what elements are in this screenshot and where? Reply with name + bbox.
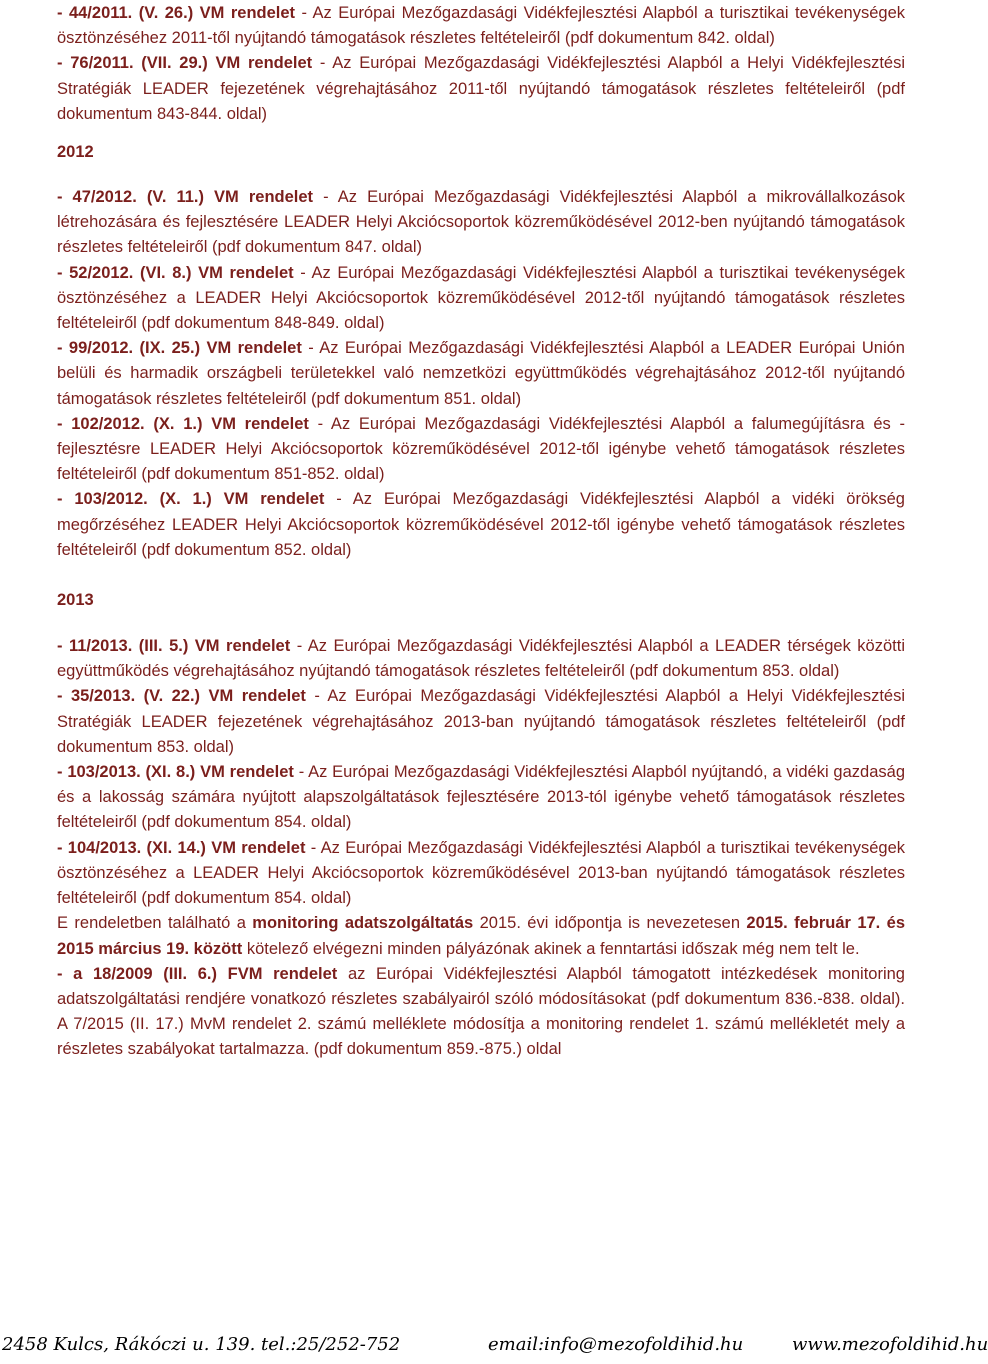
regulation-number: - 103/2012. (X. 1.) VM rendelet: [57, 490, 325, 509]
regulation-number: - 52/2012. (VI. 8.) VM rendelet: [57, 263, 294, 282]
regulation-description: - Az Európai Mezőgazdasági Vidékfejlesztési Alapból a vidéki örökség megőrzéséhez LEADER Helyi Akciócsoportok közreműködésével 2012-től igénybe vehető támogatások részletes feltételeiről (pdf dokumentum 852. oldal): [57, 490, 905, 559]
footer-address: 2458 Kulcs, Rákóczi u. 139. tel.:25/252-752: [2, 1334, 401, 1355]
regulation-number: - 102/2012. (X. 1.) VM rendelet: [57, 414, 309, 433]
regulation-description: - Az Európai Mezőgazdasági Vidékfejlesztési Alapból nyújtandó, a vidéki gazdaság és a lakosság számára nyújtott alapszolgáltatások fejlesztésére 2013-tól igénybe vehető támogatások részletes feltételeiről (pdf dokumentum 854. oldal): [57, 763, 905, 832]
regulation-number: - 76/2011. (VII. 29.) VM rendelet: [57, 54, 313, 73]
monitoring-note-text: E rendeletben található a: [57, 914, 253, 933]
monitoring-note-text: 2015. évi időpontja is nevezetesen: [473, 914, 747, 933]
regulation-entry: [57, 336, 905, 412]
regulation-description: - Az Európai Mezőgazdasági Vidékfejlesztési Alapból a turisztikai tevékenységek ösztönzéséhez a LEADER Helyi Akciócsoportok közreműködésével 2012-től nyújtandó támogatások részletes feltételeiről (pdf dokumentum 848-849. oldal): [57, 263, 905, 333]
year-heading-2013: 2013: [57, 591, 94, 610]
regulation-description: - Az Európai Mezőgazdasági Vidékfejlesztési Alapból a Helyi Vidékfejlesztési Stratégiák LEADER fejezetének végrehajtásához 2011-től nyújtandó támogatások részletes feltételeiről (pdf dokumentum 843-844. oldal): [57, 54, 905, 123]
regulation-entry: [57, 684, 905, 760]
regulation-entry: [57, 487, 905, 563]
regulation-number: - 103/2013. (XI. 8.) VM rendelet: [57, 763, 294, 782]
regulation-entry: [57, 261, 905, 337]
regulation-description: az Európai Vidékfejlesztési Alapból támogatott intézkedések monitoring adatszolgáltatási rendjére vonatkozó részletes szabályairól szóló módosításokat (pdf dokumentum 836.-838. oldal). A 7/2015 (II. 17.) MvM rendelet 2. számú melléklete módosítja a monitoring rendelet 1. számú mellékletét mely a részletes szabályokat tartalmazza. (pdf dokumentum 859.-875.) oldal: [57, 964, 905, 1059]
regulation-entry: [57, 634, 905, 684]
regulation-number: - 99/2012. (IX. 25.) VM rendelet: [57, 339, 302, 358]
regulation-number: - 35/2013. (V. 22.) VM rendelet: [57, 687, 306, 706]
regulation-number: - 11/2013. (III. 5.) VM rendelet: [57, 637, 291, 656]
regulation-entry: [57, 412, 905, 488]
regulation-description: - Az Európai Mezőgazdasági Vidékfejlesztési Alapból a turisztikai tevékenységek ösztönzéséhez 2011-től nyújtandó támogatások részletes feltételeiről (pdf dokumentum 842. oldal): [57, 4, 906, 48]
regulation-description: - Az Európai Mezőgazdasági Vidékfejlesztési Alapból a falumegújításra és -fejlesztésre LEADER Helyi Akciócsoportok közreműködésével 2012-től igénybe vehető támogatások részletes feltételeiről (pdf dokumentum 851-852. oldal): [57, 414, 905, 484]
regulation-description: - Az Európai Mezőgazdasági Vidékfejlesztési Alapból a LEADER Európai Unión belüli és harmadik országbeli területekkel való nemzetközi együttműködés végrehajtásához 2012-től nyújtandó támogatások részletes feltételeiről (pdf dokumentum 851. oldal): [57, 339, 905, 408]
footer-website-link[interactable]: www.mezofoldihid.hu: [792, 1334, 988, 1355]
monitoring-deadline: 2015. február 17. és 2015 március 19. között: [57, 914, 906, 958]
regulation-number: - 44/2011. (V. 26.) VM rendelet: [57, 4, 296, 22]
page-footer: [0, 1334, 988, 1364]
monitoring-note-text: kötelező elvégezni minden pályázónak akinek a fenntartási időszak még nem telt le.: [242, 939, 860, 958]
year-heading-2012: 2012: [57, 143, 94, 162]
regulation-entry: [57, 1, 905, 51]
regulation-description: - Az Európai Mezőgazdasági Vidékfejlesztési Alapból a LEADER térségek közötti együttműködés végrehajtásához nyújtandó támogatások részletes feltételeiről (pdf dokumentum 853. oldal): [57, 637, 905, 681]
monitoring-term: monitoring adatszolgáltatás: [252, 914, 474, 933]
regulation-entry: [57, 760, 905, 836]
document-body: [57, 0, 905, 1063]
regulation-entry: [57, 185, 905, 261]
regulation-entry: [57, 836, 905, 912]
regulation-number: - 104/2013. (XI. 14.) VM rendelet: [57, 838, 306, 857]
regulation-number: - a 18/2009 (III. 6.) FVM rendelet: [57, 964, 338, 983]
regulation-description: - Az Európai Mezőgazdasági Vidékfejlesztési Alapból a turisztikai tevékenységek ösztönzéséhez a LEADER Helyi Akciócsoportok közreműködésével 2013-ban nyújtandó támogatások részletes feltételeiről (pdf dokumentum 854. oldal): [57, 838, 906, 908]
regulation-entry: [57, 51, 905, 127]
monitoring-note: [57, 911, 905, 961]
regulation-entry: [57, 962, 905, 1063]
regulation-description: - Az Európai Mezőgazdasági Vidékfejlesztési Alapból a Helyi Vidékfejlesztési Stratégiák LEADER fejezetének végrehajtásához 2013-ban nyújtandó támogatások részletes feltételeiről (pdf dokumentum 853. oldal): [57, 687, 905, 756]
footer-email-link[interactable]: email:info@mezofoldihid.hu: [488, 1334, 744, 1355]
regulation-number: - 47/2012. (V. 11.) VM rendelet: [57, 188, 314, 207]
regulation-description: - Az Európai Mezőgazdasági Vidékfejlesztési Alapból a mikrovállalkozások létrehozására és fejlesztésére LEADER Helyi Akciócsoportok közreműködésével 2012-ben nyújtandó támogatások részletes feltételeiről (pdf dokumentum 847. oldal): [57, 188, 905, 257]
